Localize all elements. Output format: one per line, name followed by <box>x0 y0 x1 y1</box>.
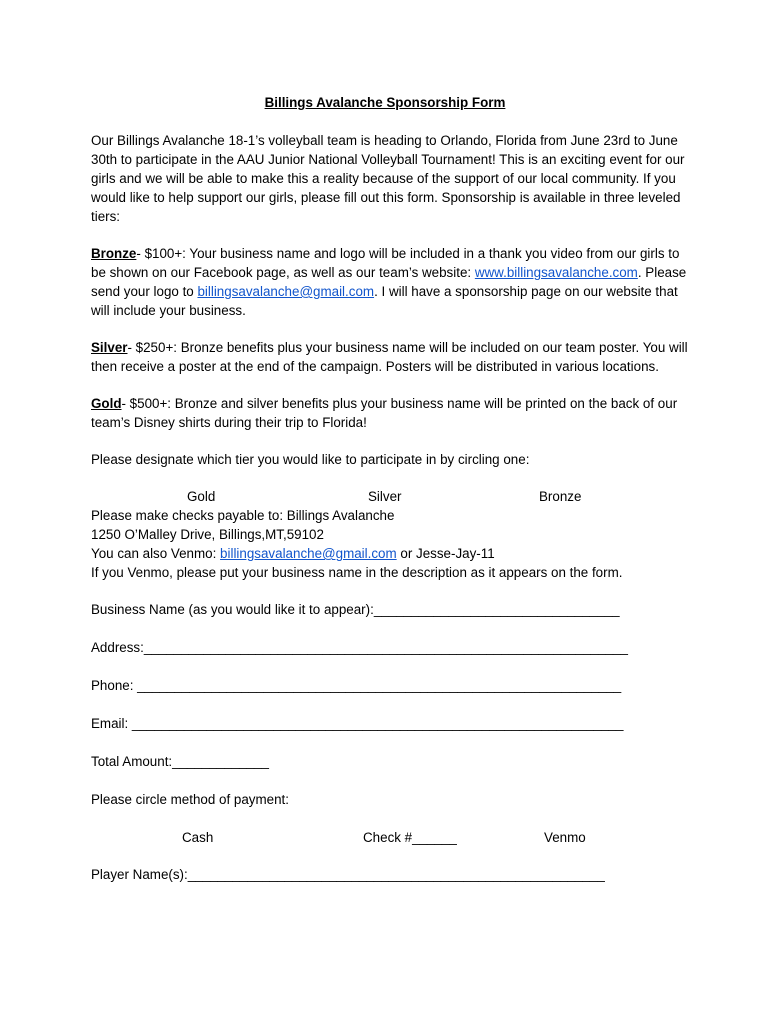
intro-paragraph: Our Billings Avalanche 18-1’s volleyball team is heading to Orlando, Florida from June 23rd to June 30th to participate in the AAU Junior National Volleyball Tournament! This is an exciting event for our girls and we will be able to make this a reality because of the support of our local community. If you would like to help support our girls, please fill out this form. Sponsorship is available in three leveled tiers: <box>91 133 685 224</box>
form-content <box>91 93 691 903</box>
venmo-suffix: or Jesse-Jay-11 <box>396 546 495 561</box>
mailing-address: 1250 O’Malley Drive, Billings,MT,59102 <box>91 527 324 542</box>
form-title: Billings Avalanche Sponsorship Form <box>264 95 506 110</box>
email-link[interactable]: billingsavalanche@gmail.com <box>197 284 375 299</box>
gold-tier-label: Gold <box>91 396 122 411</box>
venmo-line <box>91 544 691 563</box>
payment-option-cash[interactable]: Cash <box>182 830 214 845</box>
tier-option-bronze[interactable]: Bronze <box>539 489 582 504</box>
designate-instruction: Please designate which tier you would like to participate in by circling one: <box>91 452 530 467</box>
gold-tier-paragraph <box>91 394 691 432</box>
phone-field[interactable]: Phone: _________________________________________________________________ <box>91 678 622 693</box>
bronze-tier-paragraph <box>91 244 691 320</box>
website-link[interactable]: www.billingsavalanche.com <box>474 265 638 280</box>
venmo-note: If you Venmo, please put your business name in the description as it appears on the form. <box>91 565 623 580</box>
payment-details <box>91 506 691 582</box>
venmo-email-link[interactable]: billingsavalanche@gmail.com <box>220 546 397 561</box>
player-name-field[interactable]: Player Name(s):________________________________________________________ <box>91 867 605 882</box>
silver-tier-paragraph <box>91 338 691 376</box>
bronze-tier-text-2: . Please send your logo to <box>91 265 687 299</box>
tier-option-gold[interactable]: Gold <box>187 489 216 504</box>
payment-option-check[interactable]: Check #______ <box>363 830 457 845</box>
business-name-field[interactable]: Business Name (as you would like it to appear):_________________________________ <box>91 602 620 617</box>
gold-tier-text: - $500+: Bronze and silver benefits plus your business name will be printed on the back of our team’s Disney shirts during their trip to Florida! <box>91 396 678 430</box>
address-field[interactable]: Address:_________________________________________________________________ <box>91 640 628 655</box>
payment-method-prompt: Please circle method of payment: <box>91 792 289 807</box>
tier-options-row <box>91 487 691 506</box>
bronze-tier-text-3: . I will have a sponsorship page on our website that will include your business. <box>91 284 678 318</box>
bronze-tier-label: Bronze <box>91 246 137 261</box>
payable-line: Please make checks payable to: Billings Avalanche <box>91 508 395 523</box>
total-amount-field[interactable]: Total Amount:_____________ <box>91 754 269 769</box>
silver-tier-text: - $250+: Bronze benefits plus your business name will be included on our team poster. You will then receive a poster at the end of the campaign. Posters will be distributed in various locations. <box>91 340 688 374</box>
email-field[interactable]: Email: __________________________________________________________________ <box>91 716 624 731</box>
payment-option-venmo[interactable]: Venmo <box>544 830 586 845</box>
silver-tier-label: Silver <box>91 340 128 355</box>
venmo-prefix: You can also Venmo: <box>91 546 221 561</box>
bronze-tier-text: - $100+: Your business name and logo will be included in a thank you video from our girls to be shown on our Facebook page, as well as our team’s website: <box>91 246 680 280</box>
tier-option-silver[interactable]: Silver <box>368 489 402 504</box>
payment-options-row <box>91 828 691 847</box>
